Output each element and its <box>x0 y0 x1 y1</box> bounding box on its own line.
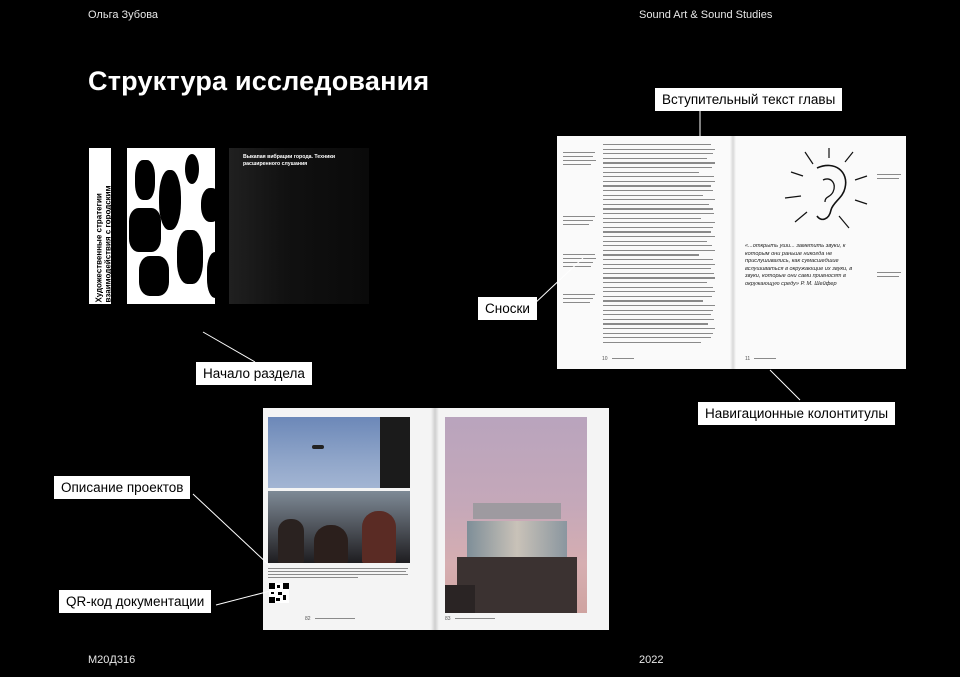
body-text-line <box>603 149 715 150</box>
year: 2022 <box>639 654 664 666</box>
page-number-right: 11 <box>745 356 751 362</box>
chapter-quote: «...открыть уши... заметить звуки, к которым они раньше никогда не прислушивались, как сумасшедшие вслушиваться в окружающие их звуки, в звуки, которые они сами привносят в окружающую среду» Р. М. Шейфер <box>745 243 853 287</box>
body-text-line <box>603 305 715 306</box>
body-text-line <box>603 337 711 338</box>
ear-illustration <box>775 146 875 236</box>
body-text-line <box>603 259 713 260</box>
body-text-line <box>603 195 703 196</box>
body-text-line <box>603 328 715 329</box>
body-text-line <box>603 153 713 154</box>
body-text-line <box>603 176 714 177</box>
callout-intro-text: Вступительный текст главы <box>655 88 842 111</box>
body-text-line <box>603 199 715 200</box>
body-text-line <box>603 264 715 265</box>
callout-qr-code: QR-код документации <box>59 590 211 613</box>
body-text-line <box>603 185 711 186</box>
body-text-line <box>603 241 707 242</box>
body-text-line <box>603 342 701 343</box>
callout-project-description: Описание проектов <box>54 476 190 499</box>
body-text-line <box>603 273 714 274</box>
body-text-line <box>603 296 712 297</box>
callout-footnotes: Сноски <box>478 297 537 320</box>
page-number-83: 83 <box>445 616 451 622</box>
body-text-line <box>603 277 715 278</box>
body-text-line <box>603 310 713 311</box>
body-text-line <box>603 291 715 292</box>
photo-crowd-listening <box>268 491 410 563</box>
body-text-line <box>603 231 711 232</box>
body-text-line <box>603 314 711 315</box>
body-text-line <box>603 167 712 168</box>
photo-building <box>445 417 587 613</box>
body-text-line <box>603 300 703 301</box>
section-right-title: Выкапая вибрации города. Техники расширенного слушания <box>243 154 336 167</box>
section-vertical-title: Художественные стратегии взаимодействия с городским пространством: <box>94 185 122 303</box>
body-text-line <box>603 158 707 159</box>
page-number-left: 10 <box>602 356 608 362</box>
body-text-line <box>603 227 713 228</box>
body-text-line <box>603 250 715 251</box>
body-text-line <box>603 213 714 214</box>
body-text-line <box>603 245 712 246</box>
spread-projects <box>263 408 609 630</box>
photo-sky-drone <box>268 417 410 488</box>
group-code: М20Д316 <box>88 654 136 666</box>
page-number-82: 82 <box>305 616 311 622</box>
spread-chapter-intro <box>557 136 906 369</box>
body-text-line <box>603 268 711 269</box>
body-text-line <box>603 319 714 320</box>
body-text-line <box>603 162 715 163</box>
body-text-line <box>603 190 713 191</box>
body-text-line <box>603 282 707 283</box>
body-text-line <box>603 333 713 334</box>
body-text-line <box>603 181 715 182</box>
qr-code <box>269 583 289 603</box>
spread-section-start <box>89 148 369 304</box>
body-text-line <box>603 218 701 219</box>
body-text-line <box>603 323 708 324</box>
body-text-line <box>603 287 713 288</box>
author-name: Ольга Зубова <box>88 9 159 21</box>
callout-section-start: Начало раздела <box>196 362 312 385</box>
body-text-line <box>603 236 715 237</box>
body-text-line <box>603 254 699 255</box>
body-text-line <box>603 172 699 173</box>
body-text-line <box>603 222 715 223</box>
page-title: Структура исследования <box>88 66 430 96</box>
body-text-line <box>603 204 709 205</box>
body-text-line <box>603 144 711 145</box>
body-text-line <box>603 208 713 209</box>
callout-running-heads: Навигационные колонтитулы <box>698 402 895 425</box>
course-name: Sound Art & Sound Studies <box>639 9 773 21</box>
